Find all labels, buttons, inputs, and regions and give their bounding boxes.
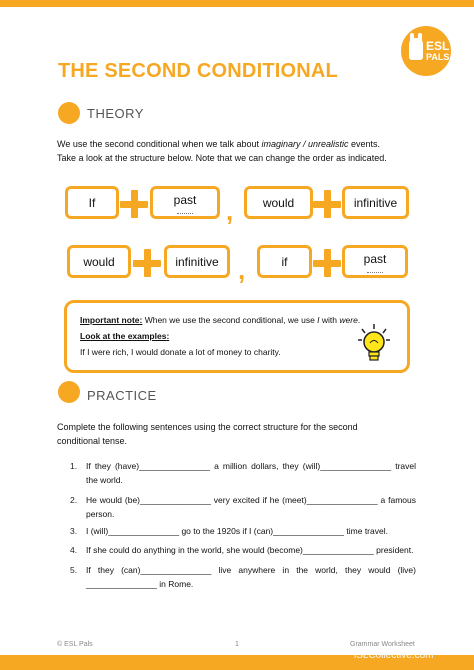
examples-label: Look at the examples: — [80, 331, 170, 341]
structure-box-infinitive: infinitive — [342, 186, 409, 219]
important-note-box — [64, 300, 410, 373]
structure-box-if: If — [65, 186, 119, 219]
structure-comma: , — [238, 255, 246, 285]
practice-bullet-icon — [58, 381, 80, 403]
question-2: He would (be)_______________ very excited if he (meet)_______________ a famous person. — [86, 495, 416, 519]
question-3: I (will)_______________ go to the 1920s if I (can)_______________ time travel. — [86, 526, 388, 536]
plus-icon — [313, 249, 341, 277]
theory-bullet-icon — [58, 102, 80, 124]
watermark: iSLCollective.com — [354, 650, 434, 661]
footer-copyright: © ESL Pals — [57, 641, 93, 648]
logo-text-esl: ESL — [426, 39, 450, 53]
page-title: THE SECOND CONDITIONAL — [58, 60, 338, 82]
theory-intro: We use the second conditional when we talk about imaginary / unrealistic events. Take a look at the structure below. Note that we can change the order as indicated. — [57, 139, 387, 163]
footer-label: Grammar Worksheet — [350, 641, 415, 648]
plus-icon — [120, 190, 148, 218]
structure-box-infinitive: infinitive — [164, 245, 230, 278]
esl-pals-logo — [401, 26, 451, 76]
plus-icon — [313, 190, 341, 218]
question-1: If they (have)_______________ a million dollars, they (will)_______________ travel the world. — [86, 461, 416, 485]
structure-box-would: would — [67, 245, 131, 278]
theory-heading: THEORY — [87, 106, 144, 121]
structure-comma: , — [226, 196, 234, 226]
example-sentence: If I were rich, I would donate a lot of money to charity. — [80, 347, 281, 357]
top-accent-bar — [0, 0, 474, 7]
structure-box-would: would — [244, 186, 313, 219]
page-number: 1 — [235, 641, 239, 648]
practice-heading: PRACTICE — [87, 388, 157, 403]
practice-instructions: Complete the following sentences using the correct structure for the second conditional tense. — [57, 422, 358, 446]
question-number: 3. — [70, 526, 78, 536]
question-5: If they (can)_______________ live anywhere in the world, they would (live) _______________ in Rome. — [86, 565, 416, 589]
question-number: 2. — [70, 495, 78, 505]
question-number: 4. — [70, 545, 78, 555]
lightbulb-icon — [357, 323, 391, 363]
llama-icon — [409, 38, 423, 60]
question-number: 1. — [70, 461, 78, 471]
question-number: 5. — [70, 565, 78, 575]
structure-box-past: past — [342, 245, 408, 278]
structure-box-past: past — [150, 186, 220, 219]
logo-text-pals: PALS — [426, 52, 450, 62]
note-text: Important note: When we use the second conditional, we use I with were. — [80, 315, 361, 325]
structure-box-if: if — [257, 245, 312, 278]
question-4: If she could do anything in the world, she would (become)_______________ president. — [86, 545, 414, 555]
plus-icon — [133, 249, 161, 277]
